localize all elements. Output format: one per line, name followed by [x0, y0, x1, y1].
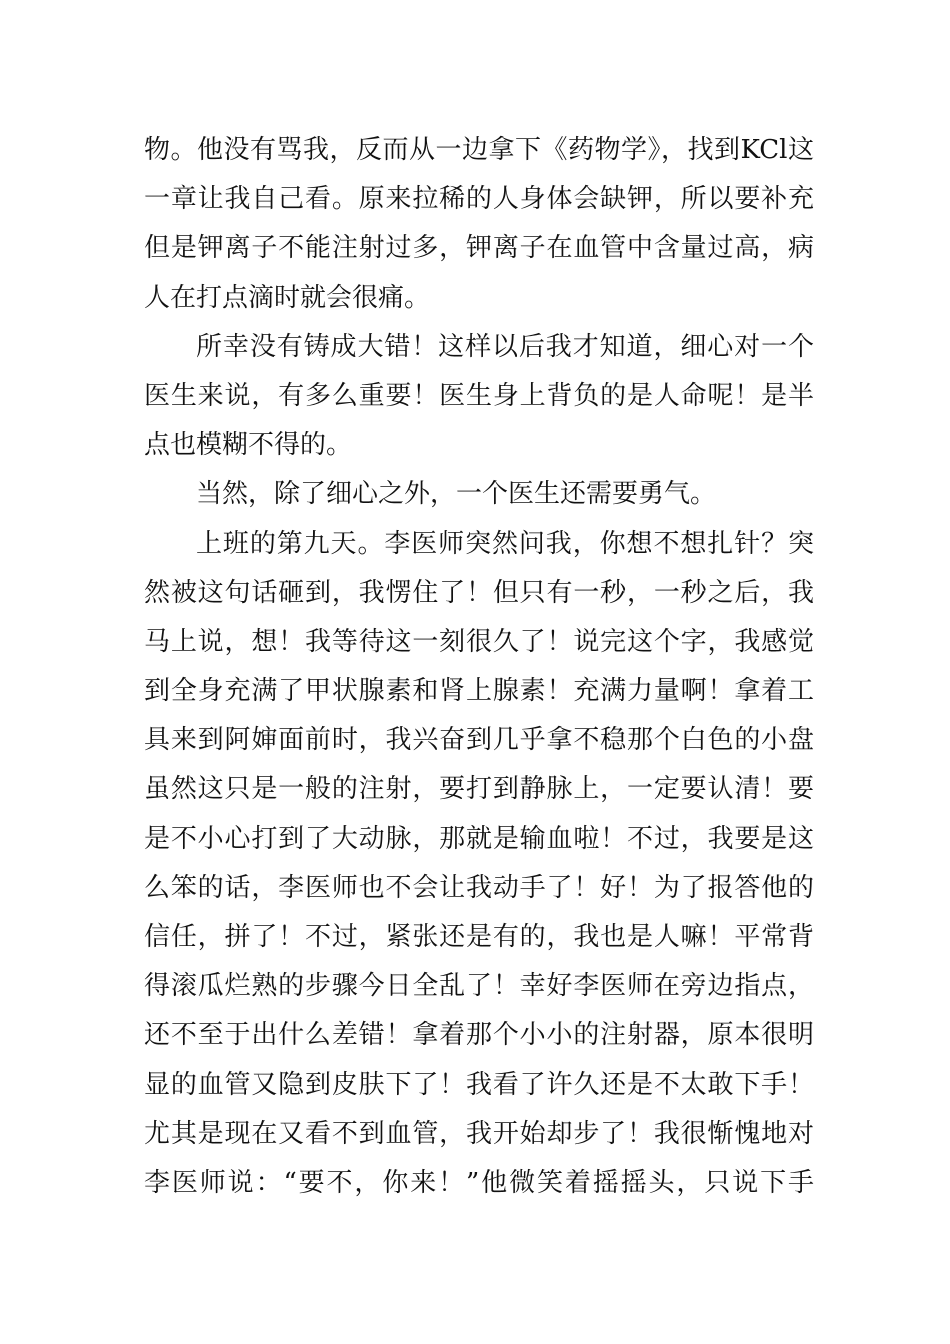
text-line: 还不至于出什么差错！拿着那个小小的注射器，原本很明 — [144, 1020, 814, 1051]
text-line: 马上说，想！我等待这一刻很久了！说完这个字，我感觉 — [144, 626, 814, 657]
text-line: 尤其是现在又看不到血管，我开始却步了！我很惭愧地对 — [144, 1118, 814, 1149]
body-text — [144, 126, 814, 1208]
text-line: 到全身充满了甲状腺素和肾上腺素！充满力量啊！拿着工 — [144, 676, 814, 707]
text-line: 当然，除了细心之外，一个医生还需要勇气。 — [196, 479, 717, 510]
text-line: 所幸没有铸成大错！这样以后我才知道，细心对一个 — [196, 331, 814, 362]
text-line: 点也模糊不得的。 — [144, 430, 353, 461]
text-line: 但是钾离子不能注射过多，钾离子在血管中含量过高，病 — [144, 233, 814, 264]
text-line: 医生来说，有多么重要！医生身上背负的是人命呢！是半 — [144, 380, 814, 411]
text-line: 显的血管又隐到皮肤下了！我看了许久还是不太敢下手！ — [144, 1069, 814, 1100]
text-line: 得滚瓜烂熟的步骤今日全乱了！幸好李医师在旁边指点， — [144, 971, 814, 1002]
text-line: 么笨的话，李医师也不会让我动手了！好！为了报答他的 — [144, 872, 814, 903]
text-line: 虽然这只是一般的注射，要打到静脉上，一定要认清！要 — [144, 774, 814, 805]
text-line: 具来到阿婶面前时，我兴奋到几乎拿不稳那个白色的小盘 — [144, 725, 814, 756]
text-line: 是不小心打到了大动脉，那就是输血啦！不过，我要是这 — [144, 823, 814, 854]
text-line: 物。他没有骂我，反而从一边拿下《药物学》，找到KCl这 — [144, 135, 814, 165]
text-line: 信任，拼了！不过，紧张还是有的，我也是人嘛！平常背 — [144, 922, 814, 952]
text-line: 李医师说：“要不，你来！”他微笑着摇摇头，只说下手 — [144, 1167, 814, 1198]
text-line: 上班的第九天。李医师突然问我，你想不想扎针？突 — [196, 528, 814, 559]
text-line: 然被这句话砸到，我愣住了！但只有一秒，一秒之后，我 — [144, 577, 814, 608]
text-line: 一章让我自己看。原来拉稀的人身体会缺钾，所以要补充 — [144, 184, 814, 215]
text-line: 人在打点滴时就会很痛。 — [144, 282, 431, 313]
